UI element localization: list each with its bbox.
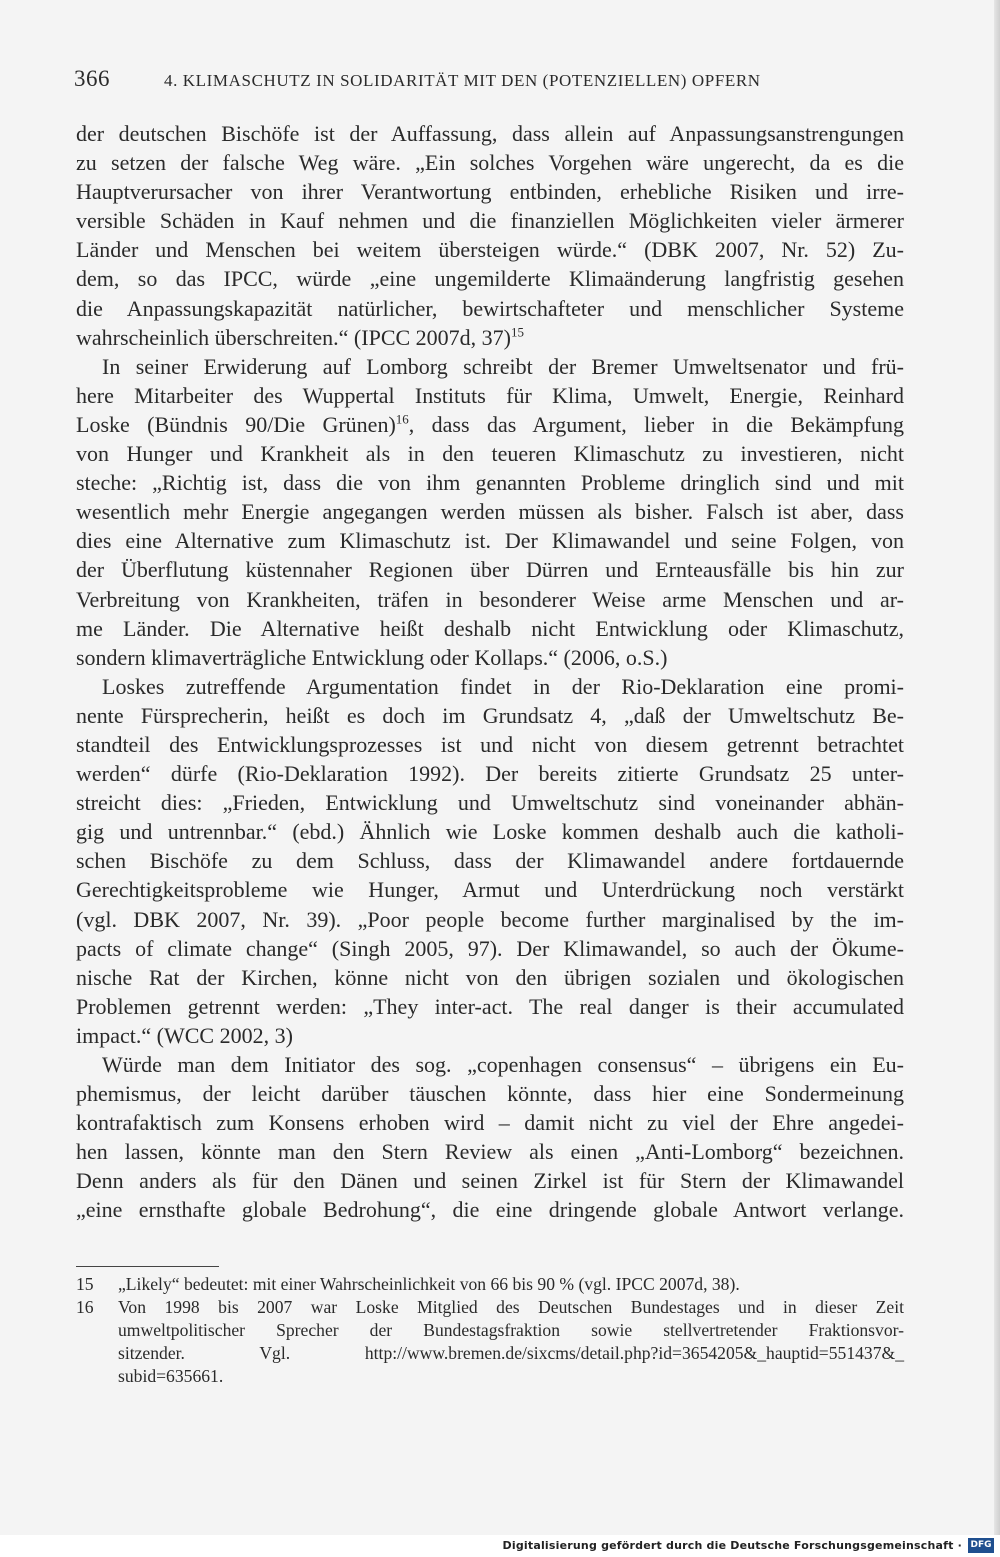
text-line: phemismus, der leicht darüber täuschen könnte, dass hier eine Sondermeinung <box>76 1081 904 1107</box>
footnote-marker: 15 <box>511 324 524 340</box>
text-line: Würde man dem Initiator des sog. „copenhagen consensus“ – übrigens ein Eu- <box>102 1052 904 1077</box>
footnote-number: 16 <box>76 1297 94 1317</box>
text-line: me Länder. Die Alternative heißt deshalb nicht Entwicklung oder Klimaschutz, <box>76 615 904 641</box>
text-line: wahrscheinlich überschreiten.“ (IPCC 2007d, 37)$^{15}$ <box>76 324 524 350</box>
text-line: versible Schäden in Kauf nehmen und die finanziellen Möglichkeiten vieler ärmerer <box>76 208 904 234</box>
footnote-marker: 16 <box>395 411 409 427</box>
text-line: (vgl. DBK 2007, Nr. 39). „Poor people become further marginalised by the im- <box>76 906 904 932</box>
dfg-credit-text: Digitalisierung gefördert durch die Deutsche Forschungsgemeinschaft · <box>502 1539 962 1552</box>
footnote-number: 15 <box>76 1274 94 1294</box>
page-number: 366 <box>74 66 110 91</box>
footnote-line: 16 Von 1998 bis 2007 war Loske Mitglied des Deutschen Bundestages und in dieser Zeit <box>76 1297 904 1317</box>
footnote-separator <box>76 1266 219 1267</box>
footnote-line: umweltpolitischer Sprecher der Bundestagsfraktion sowie stellvertretender Fraktionsvor- <box>118 1320 904 1340</box>
text-line: Hauptverursacher von ihrer Verantwortung entbinden, erhebliche Risiken und irre- <box>76 179 904 205</box>
footnote-line: sitzender. Vgl. http://www.bremen.de/sixcms/detail.php?id=3654205&_hauptid=551437&_ <box>118 1343 904 1363</box>
text-line: nente Fürsprecherin, heißt es doch im Grundsatz 4, „daß der Umweltschutz Be- <box>76 702 904 728</box>
text-line: Gerechtigkeitsprobleme wie Hunger, Armut und Unterdrückung noch verstärkt <box>76 877 904 903</box>
footnotes <box>76 1273 904 1388</box>
text-line: In seiner Erwiderung auf Lomborg schreibt der Bremer Umweltsenator und frü- <box>102 353 904 379</box>
text-line: impact.“ (WCC 2002, 3) <box>76 1022 293 1048</box>
text-line: „eine ernsthafte globale Bedrohung“, die eine dringende globale Antwort verlange. <box>76 1197 904 1223</box>
running-title: 4. KLIMASCHUTZ IN SOLIDARITÄT MIT DEN (POTENZIELLEN) OPFERN <box>164 71 761 90</box>
text-line: Problemen getrennt werden: „They inter-act. The real danger is their accumulated <box>76 993 904 1019</box>
text-line: schen Bischöfe zu dem Schluss, dass der Klimawandel andere fortdauernde <box>76 848 904 874</box>
text-line: Loske (Bündnis 90/Die Grünen)$^{16}$, dass das Argument, lieber in die Bekämpfung <box>76 411 904 437</box>
text-line: sondern klimaverträgliche Entwicklung oder Kollaps.“ (2006, o.S.) <box>76 644 668 670</box>
text-line: die Anpassungskapazität natürlicher, bewirtschafteter und menschlicher Systeme <box>76 295 904 321</box>
text-line: steche: „Richtig ist, dass die von ihm genannten Probleme dringlich sind und mit <box>76 470 904 496</box>
text-line: here Mitarbeiter des Wuppertal Instituts für Klima, Umwelt, Energie, Reinhard <box>76 382 904 408</box>
text-line: der deutschen Bischöfe ist der Auffassung, dass allein auf Anpassungsanstrengungen <box>76 121 904 146</box>
text-line: dem, so das IPCC, würde „eine ungemilderte Klimaänderung langfristig gesehen <box>76 266 904 292</box>
text-line: werden“ dürfe (Rio-Deklaration 1992). Der bereits zitierte Grundsatz 25 unter- <box>76 761 904 787</box>
digitization-footer <box>0 1535 1000 1557</box>
text-line: Denn anders als für den Dänen und seinen Zirkel ist für Stern der Klimawandel <box>76 1168 904 1194</box>
text-line: dies eine Alternative zum Klimaschutz ist. Der Klimawandel und seine Folgen, von <box>76 528 904 554</box>
text-line: pacts of climate change“ (Singh 2005, 97). Der Klimawandel, so auch der Ökume- <box>76 935 904 961</box>
page-edge-shadow <box>994 0 1000 1535</box>
text-line: Verbreitung von Krankheiten, träfen in besonderer Weise arme Menschen und ar- <box>76 586 904 612</box>
text-line: zu setzen der falsche Weg wäre. „Ein solches Vorgehen wäre ungerecht, da es die <box>76 150 904 176</box>
text-line: hen lassen, könnte man den Stern Review als einen „Anti-Lomborg“ bezeichnen. <box>76 1139 904 1165</box>
text-line: von Hunger und Krankheit als in den teueren Klimaschutz zu investieren, nicht <box>76 441 904 467</box>
text-line: standteil des Entwicklungsprozesses ist und nicht von diesem getrennt betrachtet <box>76 731 904 757</box>
footnote-line: subid=635661. <box>118 1366 224 1386</box>
text-line: der Überflutung küstennaher Regionen über Dürren und Ernteausfälle bis hin zur <box>76 557 904 583</box>
footnote-line: 15 „Likely“ bedeutet: mit einer Wahrscheinlichkeit von 66 bis 90 % (vgl. IPCC 2007d, 38). <box>76 1274 740 1294</box>
text-line: gig und untrennbar.“ (ebd.) Ähnlich wie Loske kommen deshalb auch die katholi- <box>76 819 904 845</box>
text-line: Loskes zutreffende Argumentation findet in der Rio-Deklaration eine promi- <box>102 673 904 699</box>
running-header <box>74 66 914 96</box>
dfg-logo: DFG <box>968 1538 994 1553</box>
text-line: wesentlich mehr Energie angegangen werden müssen als bisher. Falsch ist aber, dass <box>76 499 904 525</box>
text-line: streicht dies: „Frieden, Entwicklung und Umweltschutz sind voneinander abhän- <box>76 790 904 816</box>
text-line: Länder und Menschen bei weitem übersteigen würde.“ (DBK 2007, Nr. 52) Zu- <box>76 237 904 263</box>
body-text <box>76 119 904 1225</box>
text-line: kontrafaktisch zum Konsens erhoben wird – damit nicht zu viel der Ehre angedei- <box>76 1110 904 1136</box>
text-line: nische Rat der Kirchen, könne nicht von den übrigen sozialen und ökologischen <box>76 964 904 990</box>
